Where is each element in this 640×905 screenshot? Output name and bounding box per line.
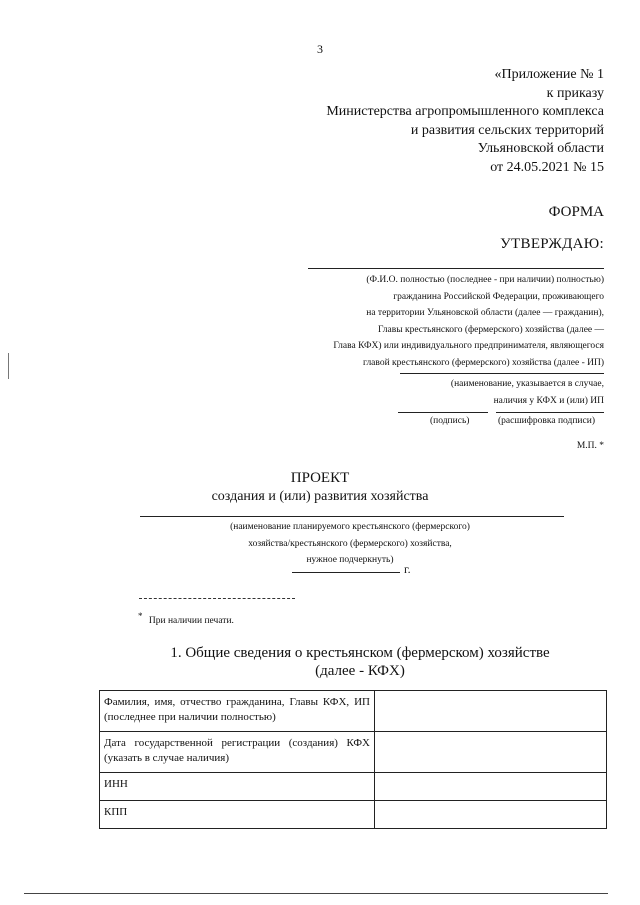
- project-subtitle: создания и (или) развития хозяйства: [211, 489, 429, 504]
- fio-note-line: Глава КФХ) или индивидуального предпринимателя, являющегося: [333, 341, 604, 351]
- table-cell-value[interactable]: [375, 773, 607, 801]
- project-title: ПРОЕКТ: [290, 470, 350, 486]
- fio-note-line: Главы крестьянского (фермерского) хозяйства (далее —: [377, 324, 604, 335]
- page-bottom-rule: [24, 893, 608, 894]
- appendix-header: [326, 66, 604, 177]
- appendix-line: Ульяновской области: [477, 141, 604, 156]
- appendix-line: и развития сельских территорий: [410, 122, 604, 138]
- table-row: [100, 691, 607, 732]
- farm-name-line: [140, 516, 564, 517]
- fio-note-line: главой крестьянского (фермерского) хозяйства (далее - ИП): [363, 357, 604, 368]
- farm-name-note-line: хозяйства/крестьянского (фермерского) хозяйства,: [248, 538, 452, 549]
- footnote-mark: *: [138, 611, 143, 621]
- fio-note: [304, 272, 604, 371]
- appendix-line: «Приложение № 1: [494, 67, 604, 82]
- appendix-line: к приказу: [546, 85, 604, 101]
- table-cell-value[interactable]: [375, 732, 607, 773]
- footnote-text: При наличии печати.: [148, 616, 234, 627]
- decode-line: [496, 412, 604, 413]
- appendix-line: от 24.05.2021 № 15: [490, 159, 604, 175]
- table-cell-label: Дата государственной регистрации (создания) КФХ (указать в случае наличия): [100, 732, 375, 773]
- scan-margin-mark: [8, 353, 9, 379]
- section-title-line: (далее - КФХ): [315, 663, 405, 679]
- year-line: [292, 572, 400, 573]
- section-title-line: 1. Общие сведения о крестьянском (фермерском) хозяйстве: [170, 645, 550, 661]
- decode-label: (расшифровка подписи): [498, 416, 595, 426]
- section-title: [0, 644, 640, 680]
- table-cell-label: КПП: [100, 801, 375, 829]
- org-note-line: наличия у КФХ и (или) ИП: [493, 395, 604, 406]
- page-number: 3: [317, 42, 323, 56]
- farm-name-note-line: (наименование планируемого крестьянского (фермерского): [230, 522, 470, 532]
- table-cell-label: ИНН: [100, 773, 375, 801]
- fio-note-line: гражданина Российской Федерации, проживающего: [393, 291, 604, 302]
- table-cell-label: Фамилия, имя, отчество гражданина, Главы КФХ, ИП (последнее при наличии полностью): [100, 691, 375, 732]
- general-info-table: [99, 690, 607, 829]
- org-name-line: [400, 373, 604, 374]
- fio-note-line: на территории Ульяновской области (далее — гражданин),: [366, 308, 604, 318]
- stamp-placeholder: М.П. *: [576, 441, 604, 451]
- org-note-line: (наименование, указывается в случае,: [450, 379, 604, 389]
- farm-name-note: [140, 519, 560, 569]
- form-label: ФОРМА: [548, 204, 604, 220]
- farm-name-note-line: нужное подчеркнуть): [306, 555, 394, 565]
- fio-signature-line: [308, 268, 604, 269]
- fio-note-line: (Ф.И.О. полностью (последнее - при наличии) полностью): [366, 275, 604, 285]
- table-row: [100, 801, 607, 829]
- appendix-line: Министерства агропромышленного комплекса: [326, 104, 604, 119]
- table-cell-value[interactable]: [375, 691, 607, 732]
- table-cell-value[interactable]: [375, 801, 607, 829]
- year-suffix: г.: [404, 562, 411, 576]
- table-row: [100, 773, 607, 801]
- footnote-separator: [139, 598, 295, 599]
- footnote: [138, 611, 234, 626]
- signature-line: [398, 412, 488, 413]
- approve-label: УТВЕРЖДАЮ:: [500, 236, 604, 252]
- org-note: [404, 376, 604, 409]
- table-row: [100, 732, 607, 773]
- signature-label: (подпись): [430, 416, 470, 426]
